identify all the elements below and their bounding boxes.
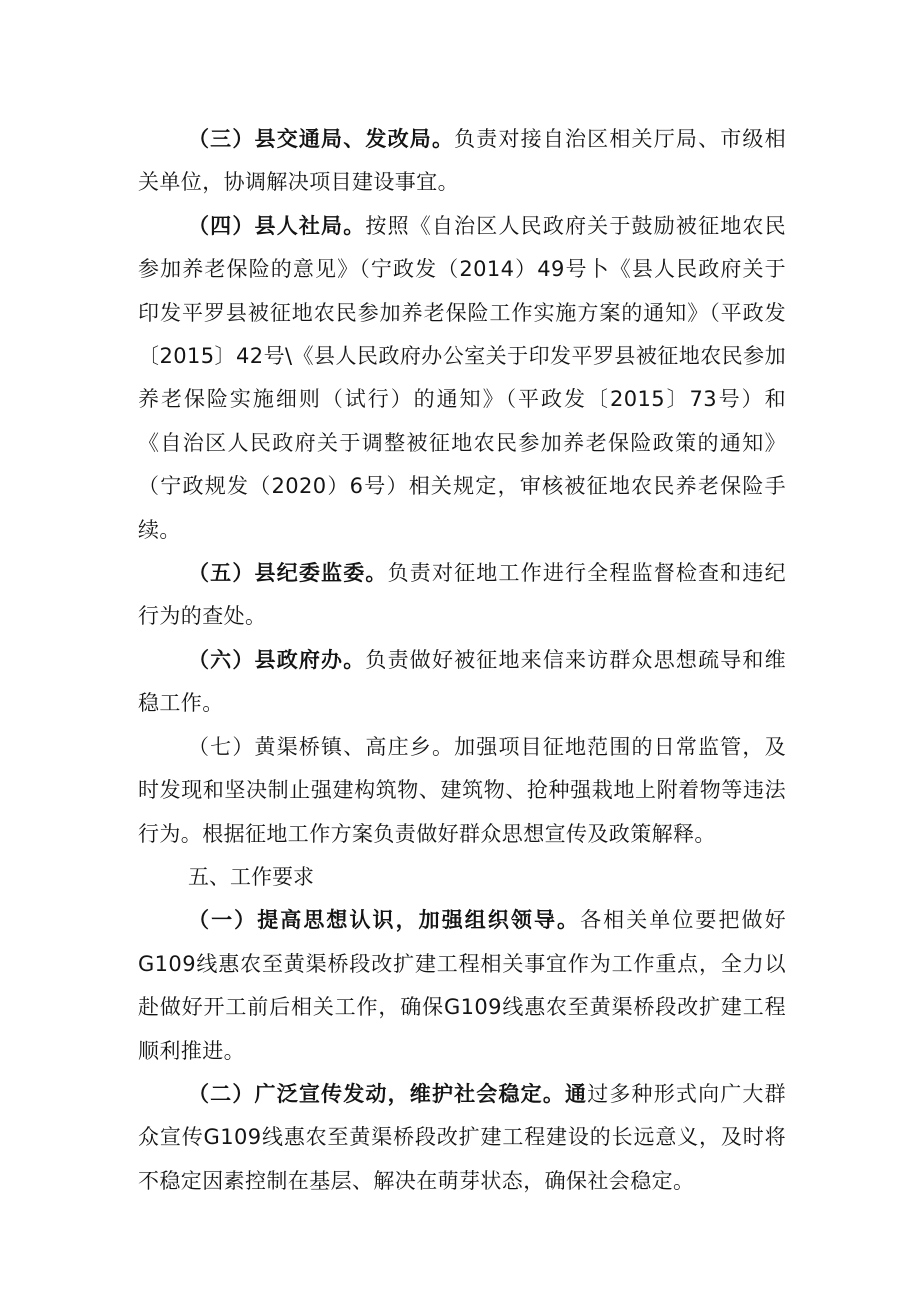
- paragraph-body: 负责做好被征地来信来访群众思想疏导和维稳工作。: [138, 647, 786, 716]
- paragraph-heading: （二）广泛宣传发动，维护社会稳定。通: [188, 1081, 588, 1106]
- requirement-publicity: [138, 1073, 786, 1203]
- paragraph-heading: （五）县纪委监委。: [188, 561, 388, 586]
- paragraph-heading: （三）县交通局、发改局。: [188, 127, 455, 151]
- paragraph-body: （七）黄渠桥镇、高庄乡。加强项目征地范围的日常监管，及时发现和坚决制止强建构筑物、建筑物、抢种强栽地上附着物等违法行为。根据征地工作方案负责做好群众思想宣传及政策解释。: [138, 734, 786, 846]
- section-title: 五、工作要求: [188, 864, 314, 889]
- paragraph-body: 各相关单位要把做好G109线惠农至黄渠桥段改扩建工程相关事宜作为工作重点，全力以赴做好开工前后相关工作，确保G109线惠农至黄渠桥段改扩建工程顺利推进。: [138, 908, 786, 1063]
- paragraph-county-office: [138, 639, 786, 726]
- paragraph-body: 过多种形式向广大群众宣传G109线惠农至黄渠桥段改扩建工程建设的长远意义，及时将不稳定因素控制在基层、解决在萌芽状态，确保社会稳定。: [138, 1081, 786, 1193]
- paragraph-heading: （六）县政府办。: [188, 647, 366, 672]
- paragraph-discipline-committee: [138, 552, 786, 639]
- paragraph-body: 负责对征地工作进行全程监督检查和违纪行为的查处。: [138, 561, 786, 629]
- paragraph-body: 按照《自治区人民政府关于鼓励被征地农民参加养老保险的意见》（宁政发（2014）49号卜《县人民政府关于印发平罗县被征地农民参加养老保险工作实施方案的通知》（平政发〔2015〕42号\《县人民政府办公室关于印发平罗县被征地农民参加养老保险实施细则（试行）的通知》（平政发〔2015〕73号）和《自治区人民政府关于调整被征地农民参加养老保险政策的通知》（宁政规发（2020）6号）相关规定，审核被征地农民养老保险手续。: [138, 213, 786, 542]
- requirement-leadership: [138, 899, 786, 1073]
- paragraph-heading: （四）县人社局。: [188, 213, 366, 238]
- paragraph-body: 负责对接自治区相关厅局、市级相关单位，协调解决项目建设事宜。: [138, 127, 786, 195]
- paragraph-transport-bureau: [138, 118, 786, 205]
- paragraph-towns: [138, 726, 786, 856]
- document-page: [138, 118, 786, 1203]
- paragraph-heading: （一）提高思想认识，加强组织领导。: [188, 908, 581, 933]
- paragraph-hr-bureau: [138, 205, 786, 552]
